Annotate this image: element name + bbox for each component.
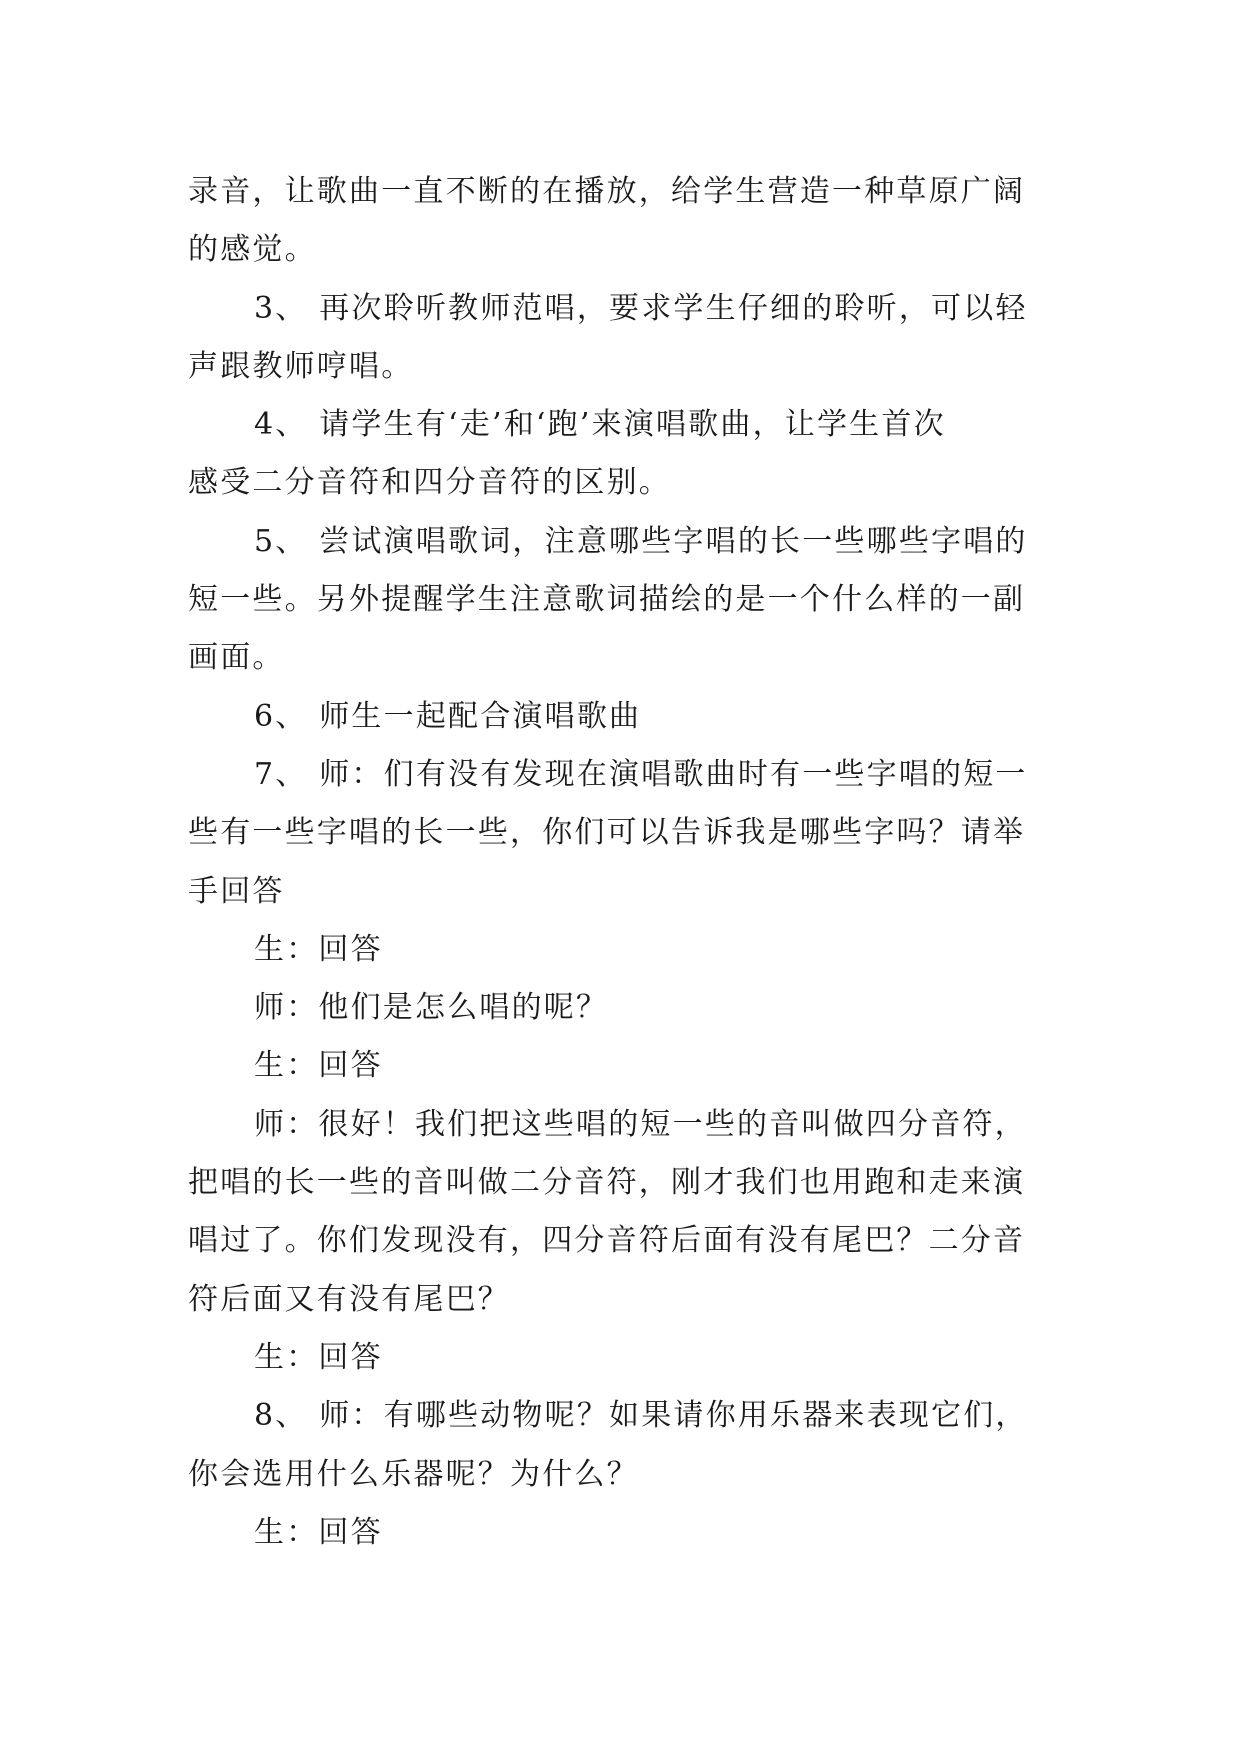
document-body [188, 163, 1068, 1562]
text-line: 把唱的长一些的音叫做二分音符，刚才我们也用跑和走来演 [188, 1165, 1026, 1201]
text-line: 4、 请学生有‘走’和‘跑’来演唱歌曲，让学生首次 [254, 407, 946, 443]
text-line: 录音，让歌曲一直不断的在播放，给学生营造一种草原广阔 [188, 174, 1026, 209]
text-line: 画面。 [188, 640, 285, 676]
text-line: 师：很好！我们把这些唱的短一些的音叫做四分音符， [254, 1106, 1027, 1142]
text-line: 5、 尝试演唱歌词，注意哪些字唱的长一些哪些字唱的 [254, 523, 1028, 559]
text-line: 3、 再次聆听教师范唱，要求学生仔细的聆听，可以轻 [254, 290, 1028, 326]
text-line: 些有一些字唱的长一些，你们可以告诉我是哪些字吗？请举 [188, 815, 1026, 851]
text-line: 7、 师：们有没有发现在演唱歌曲时有一些字唱的短一 [254, 756, 1028, 792]
text-line: 手回答 [188, 873, 285, 909]
text-line: 师：他们是怎么唱的呢？ [254, 990, 609, 1026]
text-line: 生：回答 [254, 1339, 383, 1375]
text-line: 短一些。另外提醒学生注意歌词描绘的是一个什么样的一副 [188, 582, 1026, 618]
text-line: 生：回答 [254, 1048, 383, 1084]
text-line: 生：回答 [254, 931, 383, 967]
text-line: 生：回答 [254, 1514, 383, 1550]
text-line: 6、 师生一起配合演唱歌曲 [254, 698, 642, 734]
text-line: 的感觉。 [188, 232, 317, 268]
text-line: 8、 师：有哪些动物呢？如果请你用乐器来表现它们， [254, 1398, 1028, 1434]
text-line: 你会选用什么乐器呢？为什么？ [188, 1456, 639, 1492]
text-line: 符后面又有没有尾巴？ [188, 1281, 510, 1317]
text-line: 感受二分音符和四分音符的区别。 [188, 465, 671, 501]
text-line: 声跟教师哼唱。 [188, 348, 414, 384]
text-line: 唱过了。你们发现没有，四分音符后面有没有尾巴？二分音 [188, 1223, 1026, 1259]
